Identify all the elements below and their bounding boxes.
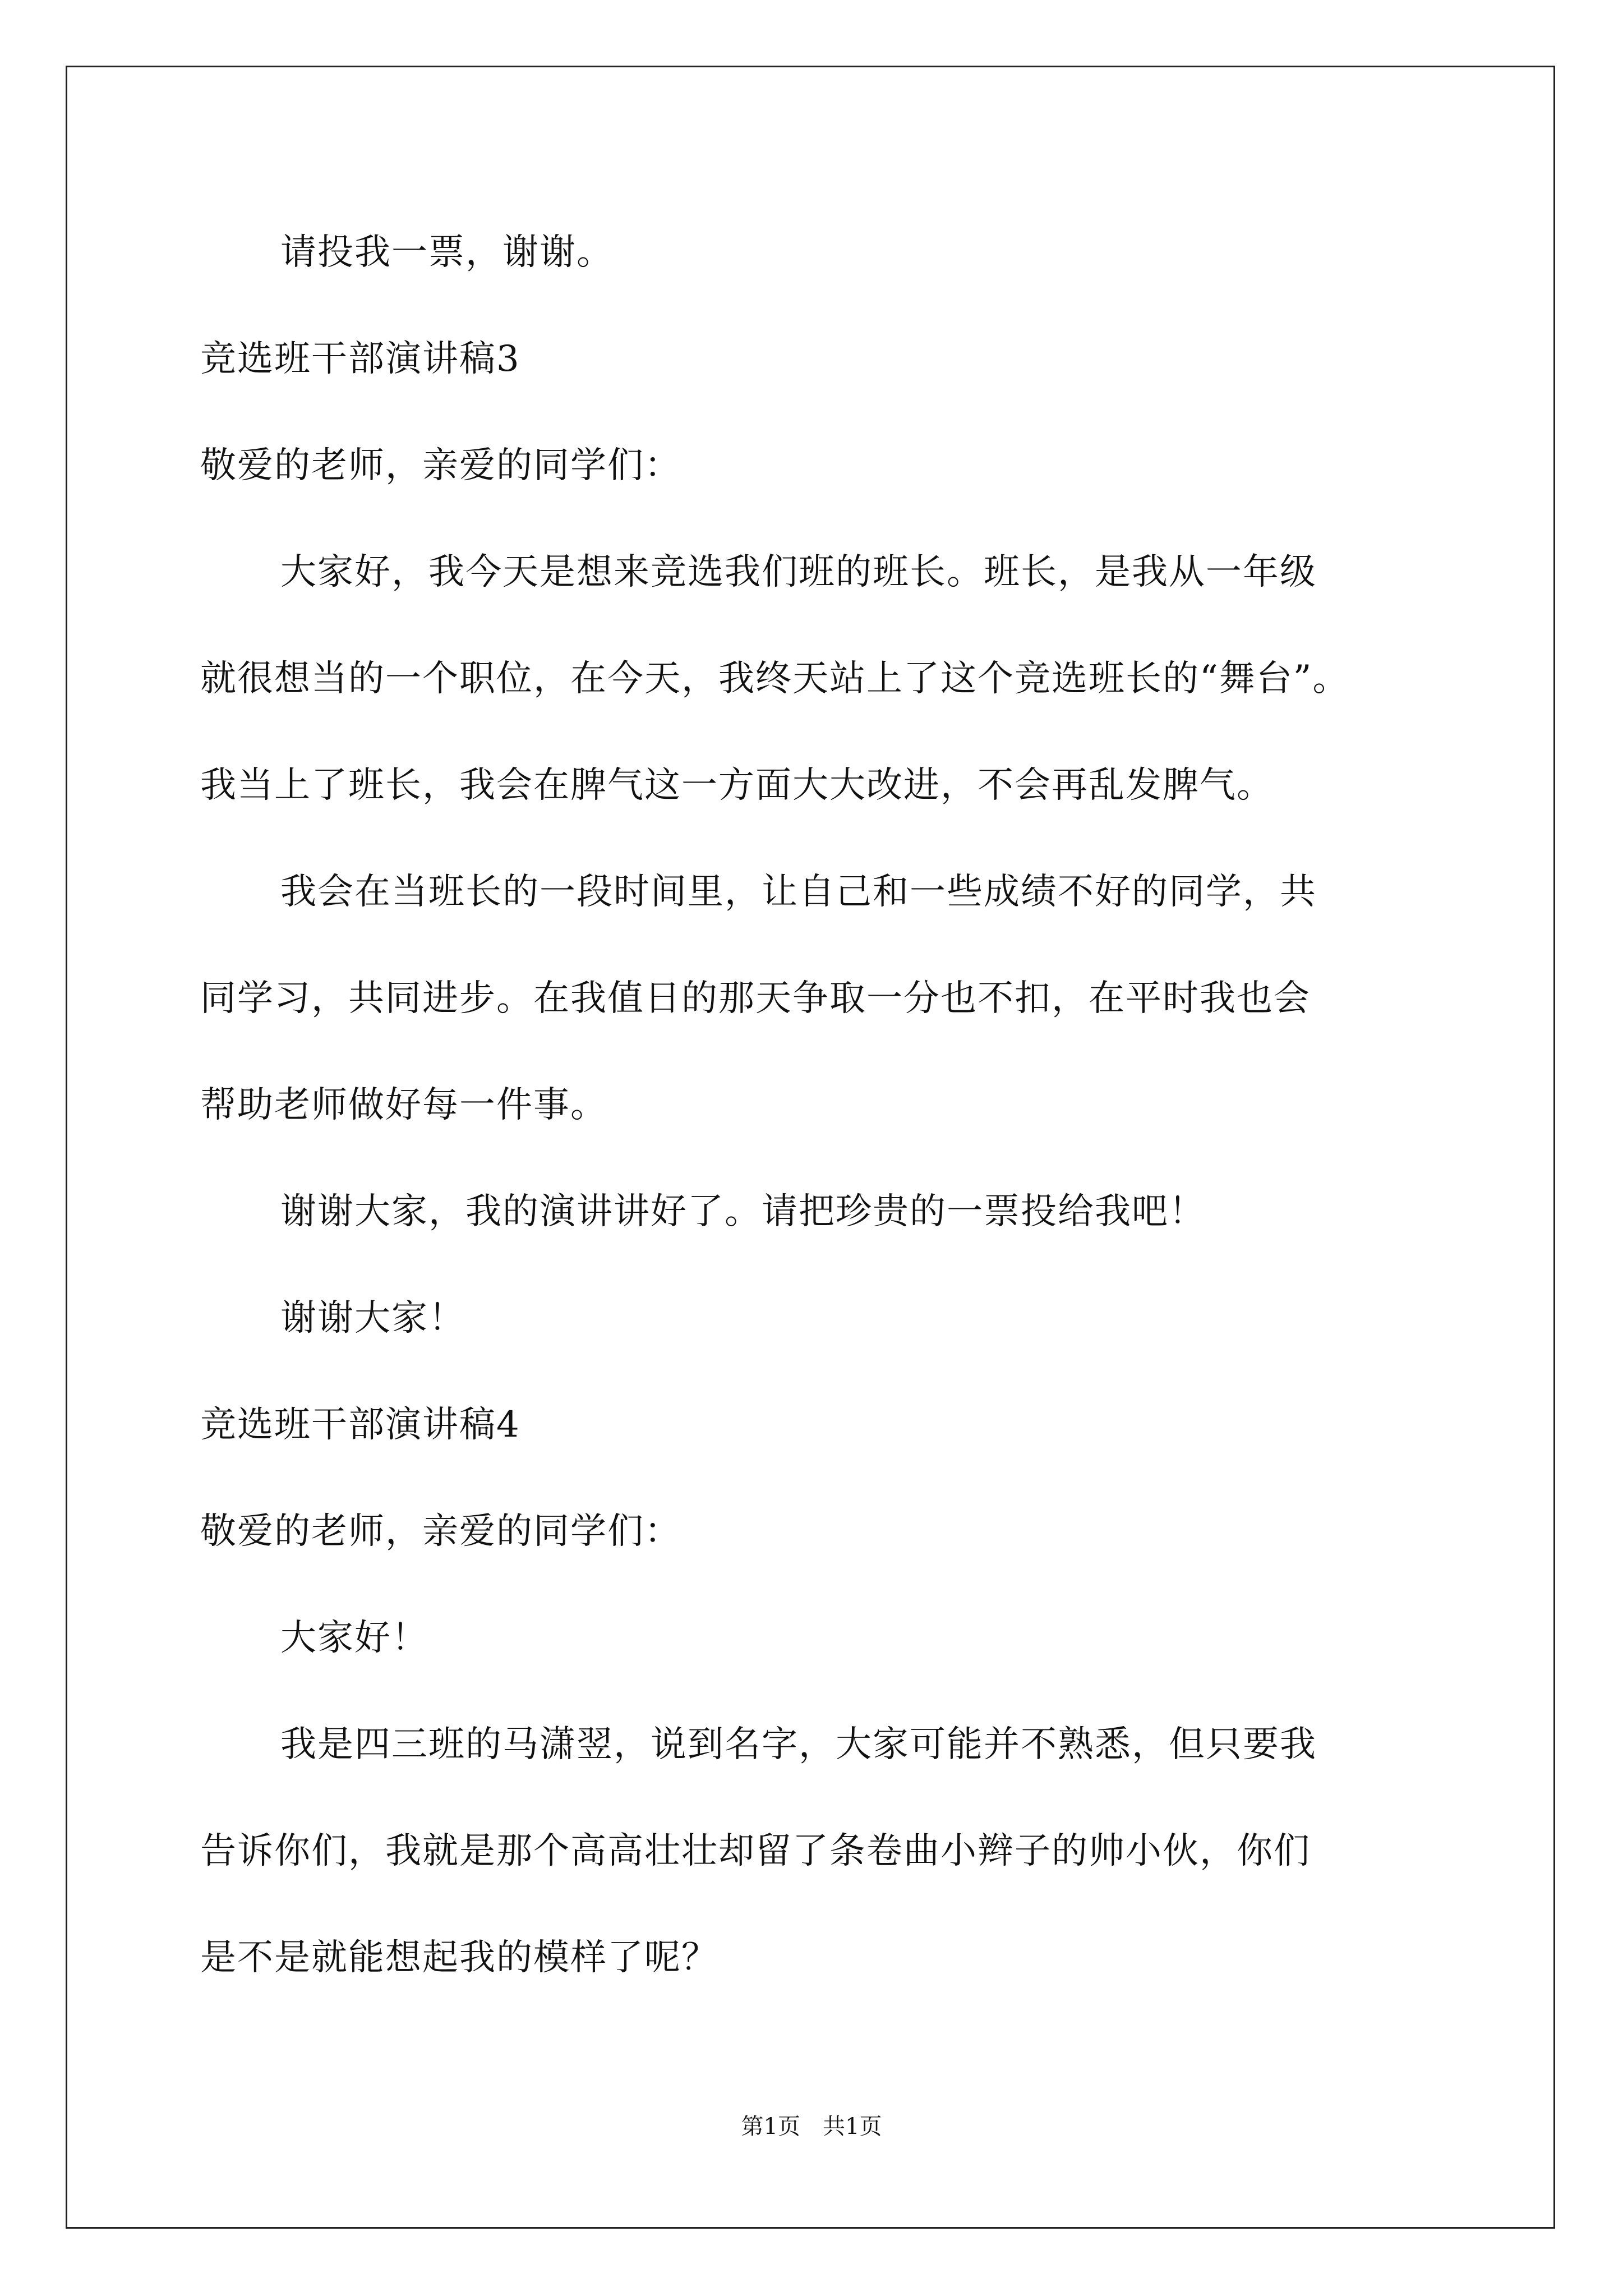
paragraph-line: 我会在当班长的一段时间里，让自己和一些成绩不好的同学，共 (280, 871, 1317, 913)
paragraph-line: 我当上了班长，我会在脾气这一方面大大改进，不会再乱发脾气。 (200, 765, 1274, 806)
paragraph-line: 请投我一票，谢谢。 (280, 232, 614, 273)
paragraph-line: 我是四三班的马潇翌，说到名字，大家可能并不熟悉，但只要我 (280, 1724, 1317, 1765)
paragraph-line: 大家好！ (280, 1617, 428, 1659)
paragraph-line: 就很想当的一个职位，在今天，我终天站上了这个竞选班长的“舞台”。 (200, 658, 1350, 700)
paragraph-line: 大家好，我今天是想来竞选我们班的班长。班长，是我从一年级 (280, 551, 1317, 593)
paragraph-line: 告诉你们，我就是那个高高壮壮却留了条卷曲小辫子的帅小伙，你们 (200, 1830, 1311, 1872)
page-footer (0, 2113, 1623, 2141)
paragraph-line: 是不是就能想起我的模样了呢？ (200, 1937, 718, 1978)
section-heading: 竞选班干部演讲稿4 (200, 1404, 520, 1446)
paragraph-line: 同学习，共同进步。在我值日的那天争取一分也不扣，在平时我也会 (200, 978, 1311, 1019)
paragraph-line: 谢谢大家，我的演讲讲好了。请把珍贵的一票投给我吧！ (280, 1191, 1206, 1232)
paragraph-line: 帮助老师做好每一件事。 (200, 1084, 607, 1126)
section-heading: 竞选班干部演讲稿3 (200, 338, 520, 380)
paragraph-line: 谢谢大家！ (280, 1297, 465, 1339)
salutation: 敬爱的老师，亲爱的同学们： (200, 1511, 681, 1552)
page-border (66, 66, 1555, 2229)
salutation: 敬爱的老师，亲爱的同学们： (200, 445, 681, 486)
page-total: 共1页 (823, 2114, 882, 2139)
page-number: 第1页 (741, 2114, 800, 2139)
